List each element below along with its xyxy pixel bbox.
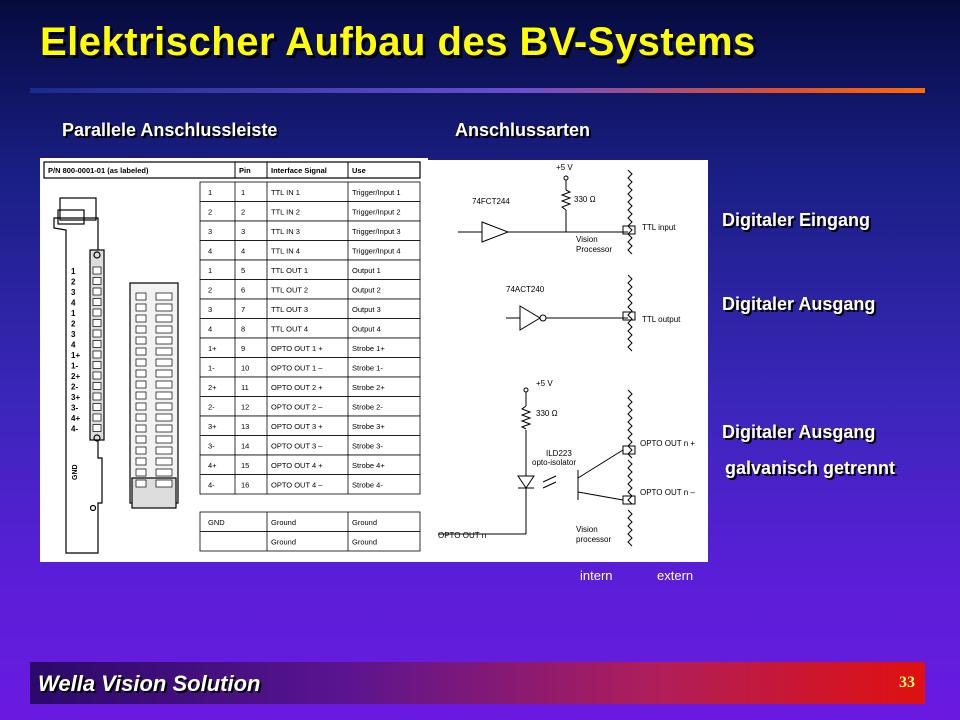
- terminal-screw: [136, 458, 146, 465]
- table-cell: GND: [208, 518, 225, 527]
- table-cell: 14: [241, 441, 250, 451]
- circuit-panel: [428, 160, 708, 562]
- bracket-pin: [93, 404, 101, 411]
- table-ground-row: [200, 512, 420, 532]
- label-digital-input: Digitaler Eingang: [722, 210, 871, 230]
- terminal-block: [156, 414, 172, 421]
- bracket-pin: [93, 414, 101, 421]
- table-cell: Ground: [271, 518, 297, 527]
- table-cell: 7: [241, 305, 246, 314]
- vcc-label-1: +5 V: [556, 163, 573, 172]
- table-cell: 2: [208, 207, 213, 217]
- terminal-block: [156, 348, 172, 355]
- table-cell: TTL OUT 1: [271, 266, 309, 275]
- terminal-block: [156, 315, 172, 322]
- table-cell: 1: [208, 188, 213, 197]
- chip-74act240: 74ACT240: [506, 285, 545, 294]
- bracket-pin-label: 4: [71, 340, 76, 350]
- bracket-pin-label: 2+: [71, 372, 81, 381]
- terminal-screw: [136, 392, 146, 399]
- table-cell: TTL IN 4: [271, 246, 300, 256]
- bracket-pin-label: 1: [71, 267, 76, 276]
- table-cell: Output 1: [352, 266, 381, 275]
- circuit-diagram: [428, 160, 708, 562]
- table-cell: 1: [208, 266, 213, 275]
- bracket-gnd-label: GND: [72, 464, 79, 480]
- table-row: [200, 260, 420, 280]
- table-cell: Output 4: [352, 324, 381, 334]
- ttl-output-label: TTL output: [642, 315, 681, 324]
- bracket-pin: [93, 341, 101, 348]
- table-cell: 13: [241, 422, 250, 431]
- terminal-screw: [136, 348, 146, 355]
- table-cell: Output 2: [352, 285, 381, 295]
- footer-company: Wella Vision Solution: [38, 671, 261, 696]
- terminal-screw: [136, 381, 146, 388]
- table-cell: Strobe 1-: [352, 363, 383, 373]
- terminal-block: [156, 480, 172, 487]
- terminal-block: [156, 469, 172, 476]
- bracket-pin: [93, 383, 101, 390]
- terminal-screw: [136, 425, 146, 432]
- terminal-block: [156, 370, 172, 377]
- bracket-pin-label: 1: [71, 309, 76, 318]
- terminal-screw: [136, 337, 146, 344]
- label-extern: extern: [657, 568, 694, 583]
- table-row: [200, 299, 420, 319]
- table-cell: Strobe 1+: [352, 344, 385, 353]
- terminal-screw: [136, 315, 146, 322]
- table-cell: TTL IN 3: [271, 227, 300, 236]
- table-cell: 11: [241, 383, 249, 392]
- bracket-pin: [93, 393, 101, 400]
- table-cell: 2: [208, 285, 213, 295]
- terminal-screw: [136, 469, 146, 476]
- bracket-pin: [93, 425, 101, 432]
- table-cell: Output 3: [352, 305, 381, 314]
- table-cell: Strobe 3-: [352, 441, 383, 451]
- terminal-screw: [136, 293, 146, 300]
- table-cell: TTL IN 2: [271, 207, 300, 217]
- table-cell: 2-: [208, 402, 215, 412]
- bracket-pin: [93, 330, 101, 337]
- bracket-pin: [93, 278, 101, 285]
- bracket-pin-label: 4-: [71, 424, 79, 434]
- table-cell: 12: [241, 402, 250, 412]
- title-underline: [30, 88, 925, 93]
- table-cell: Ground: [352, 537, 378, 547]
- label-digital-output-isolated-1: Digitaler Ausgang: [722, 422, 876, 442]
- terminal-block: [156, 458, 172, 465]
- label-digital-output: Digitaler Ausgang: [722, 294, 876, 314]
- terminal-screw: [136, 370, 146, 377]
- opto-out-plus-label: OPTO OUT n +: [640, 439, 696, 448]
- bracket-pin: [93, 362, 101, 369]
- terminal-block: [156, 447, 172, 454]
- table-cell: Trigger/Input 2: [352, 207, 401, 217]
- table-cell: 4-: [208, 480, 215, 490]
- table-cell: 2: [241, 207, 246, 217]
- opto-isolator-label: ILD223 opto-isolator: [532, 449, 577, 467]
- table-cell: 9: [241, 344, 246, 353]
- table-cell: OPTO OUT 2 –: [271, 402, 323, 412]
- opto-out-n-label: OPTO OUT n: [438, 531, 487, 540]
- table-cell: 1: [241, 188, 246, 197]
- bracket-pin: [93, 267, 101, 274]
- bracket-pin-label: 2: [71, 277, 76, 287]
- terminal-block: [156, 293, 172, 300]
- table-cell: 3: [208, 227, 213, 236]
- table-row: [200, 280, 420, 300]
- table-cell: 4+: [208, 461, 217, 470]
- bracket-pin: [93, 309, 101, 316]
- table-cell: 1+: [208, 344, 217, 353]
- table-ground-row: [200, 532, 420, 552]
- table-cell: 1-: [208, 363, 215, 373]
- table-cell: Strobe 4-: [352, 480, 383, 490]
- table-header-text: Use: [352, 166, 366, 175]
- bracket-pin: [93, 351, 101, 358]
- terminal-block: [156, 392, 172, 399]
- table-cell: TTL OUT 2: [271, 285, 309, 295]
- table-cell: 10: [241, 363, 250, 373]
- vision-processor-label-1: Vision Processor: [576, 235, 613, 254]
- terminal-screw: [136, 326, 146, 333]
- terminal-screw: [136, 436, 146, 443]
- terminal-screw: [136, 359, 146, 366]
- terminal-screw: [136, 304, 146, 311]
- page-title: Elektrischer Aufbau des BV-Systems: [40, 20, 756, 64]
- vcc-label-3: +5 V: [536, 379, 553, 388]
- bracket-pin-label: 4+: [71, 414, 81, 423]
- table-cell: Strobe 4+: [352, 461, 385, 470]
- footer-bar: [30, 662, 925, 704]
- terminal-block: [156, 425, 172, 432]
- resistor-label-1: 330 Ω: [574, 195, 596, 204]
- resistor-label-3: 330 Ω: [536, 409, 558, 418]
- table-cell: TTL OUT 4: [271, 324, 309, 334]
- bracket-pin-label: 2: [71, 319, 76, 329]
- table-cell: 4: [208, 246, 213, 256]
- table-cell: Strobe 2+: [352, 383, 385, 392]
- table-cell: OPTO OUT 2 +: [271, 383, 323, 392]
- connector-diagram: [40, 158, 428, 562]
- connector-panel: [40, 158, 428, 562]
- terminal-block: [156, 337, 172, 344]
- table-header-text: Pin: [239, 166, 251, 175]
- terminal-screw: [136, 447, 146, 454]
- table-cell: 16: [241, 480, 250, 490]
- opto-out-minus-label: OPTO OUT n –: [640, 488, 695, 497]
- table-cell: OPTO OUT 4 +: [271, 461, 323, 470]
- subtitle-connection-types: Anschlussarten: [455, 120, 591, 140]
- table-cell: Trigger/Input 3: [352, 227, 401, 236]
- table-cell: 4: [208, 324, 213, 334]
- label-digital-output-isolated-2: galvanisch getrennt: [725, 458, 896, 478]
- chip-74fct244: 74FCT244: [472, 197, 510, 206]
- bracket-pin: [93, 372, 101, 379]
- table-cell: OPTO OUT 1 –: [271, 363, 323, 373]
- table-cell: OPTO OUT 3 +: [271, 422, 323, 431]
- table-cell: Strobe 3+: [352, 422, 385, 431]
- vision-processor-label-2: Vision processor: [576, 525, 612, 544]
- table-cell: Strobe 2-: [352, 402, 383, 412]
- bracket-pin-label: 3+: [71, 393, 81, 402]
- table-cell: 3: [241, 227, 246, 236]
- table-header-text: Interface Signal: [271, 166, 327, 175]
- bracket-pin: [93, 288, 101, 295]
- table-header-text: P/N 800-0001-01 (as labeled): [48, 166, 149, 175]
- table-cell: 3+: [208, 422, 217, 431]
- subtitle-connector: Parallele Anschlussleiste: [62, 120, 278, 140]
- terminal-block: [156, 359, 172, 366]
- terminal-screw: [136, 403, 146, 410]
- terminal-block: [156, 403, 172, 410]
- table-cell: Trigger/Input 1: [352, 188, 401, 197]
- label-intern: intern: [580, 568, 613, 583]
- table-cell: 8: [241, 324, 246, 334]
- page-number: 33: [899, 674, 915, 691]
- table-cell: 3-: [208, 441, 215, 451]
- terminal-screw: [136, 414, 146, 421]
- table-cell: Trigger/Input 4: [352, 246, 401, 256]
- table-cell: 4: [241, 246, 246, 256]
- table-cell: OPTO OUT 1 +: [271, 344, 323, 353]
- table-cell: OPTO OUT 4 –: [271, 480, 323, 490]
- terminal-screw: [136, 480, 146, 487]
- table-row: [200, 319, 420, 339]
- bracket-pin: [93, 320, 101, 327]
- table-cell: Ground: [271, 537, 297, 547]
- table-cell: TTL IN 1: [271, 188, 300, 197]
- table-cell: OPTO OUT 3 –: [271, 441, 323, 451]
- terminal-block: [156, 304, 172, 311]
- bracket-pin-label: 2-: [71, 382, 79, 392]
- bracket-pin-label: 3: [71, 330, 76, 339]
- terminal-block: [156, 436, 172, 443]
- table-cell: 15: [241, 461, 250, 470]
- bracket-pin-label: 1+: [71, 351, 81, 360]
- terminal-block: [156, 381, 172, 388]
- bracket-pin-label: 3: [71, 288, 76, 297]
- ttl-input-label: TTL input: [642, 223, 676, 232]
- bracket-pin: [93, 299, 101, 306]
- terminal-block: [156, 326, 172, 333]
- table-cell: Ground: [352, 518, 378, 527]
- bracket-pin-label: 1-: [71, 361, 79, 371]
- bracket-pin-label: 3-: [71, 403, 79, 413]
- table-cell: TTL OUT 3: [271, 305, 309, 314]
- table-cell: 6: [241, 285, 246, 295]
- table-cell: 3: [208, 305, 213, 314]
- bracket-pin-label: 4: [71, 298, 76, 308]
- table-cell: 5: [241, 266, 246, 275]
- table-cell: 2+: [208, 383, 217, 392]
